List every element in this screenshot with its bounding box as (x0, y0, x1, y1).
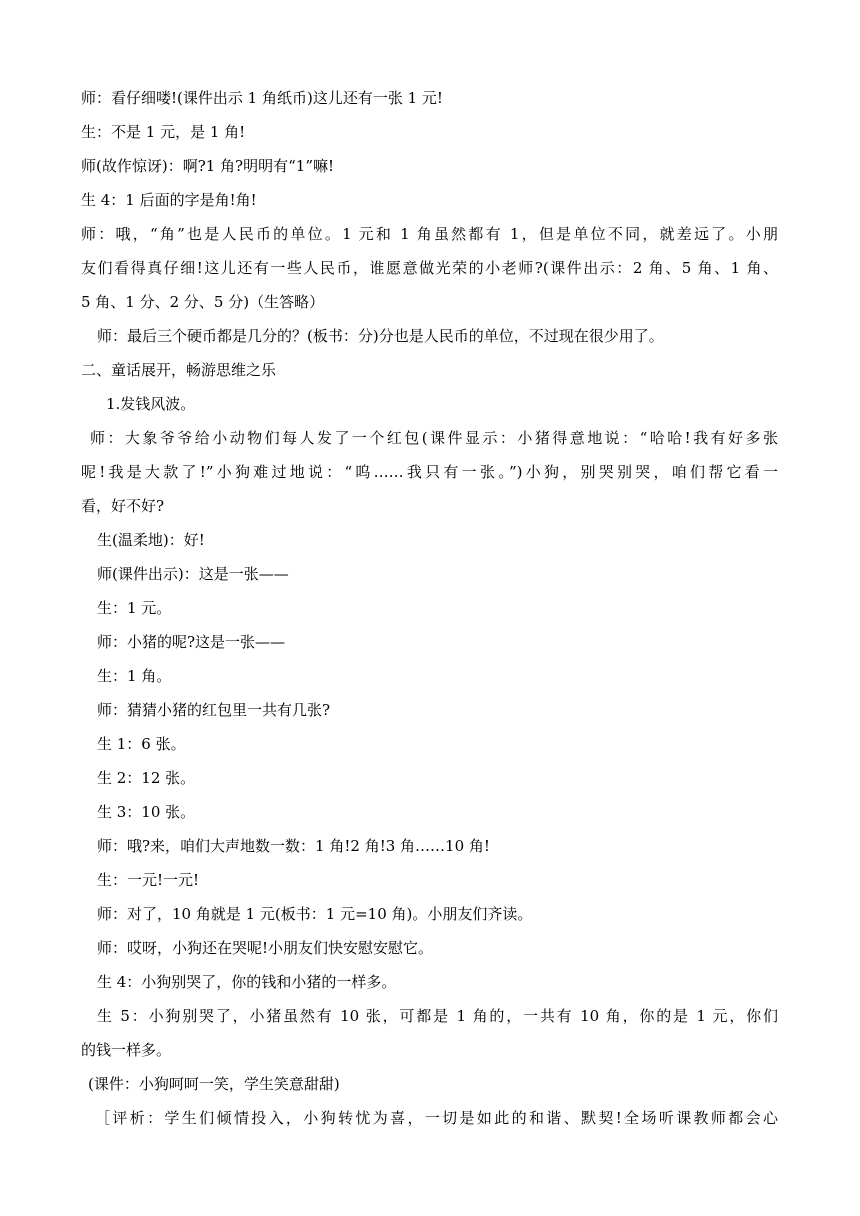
text-line-30: (课件：小狗呵呵一笑，学生笑意甜甜) (88, 1075, 340, 1093)
text-line-8: 师：最后三个硬币都是几分的？(板书：分)分也是人民币的单位，不过现在很少用了。 (97, 327, 664, 345)
subsection-heading: 1.发钱风波。 (106, 395, 196, 413)
text-line-19: 师：猜猜小猪的红包里一共有几张? (97, 701, 331, 719)
text-line-5: 师：哦，“角”也是人民币的单位。1 元和 1 角虽然都有 1，但是单位不同，就差远了。小朋 (81, 225, 778, 243)
text-line-21: 生 2：12 张。 (97, 769, 196, 787)
text-line-26: 师：哎呀，小狗还在哭呢!小朋友们快安慰安慰它。 (97, 939, 434, 957)
text-line-3: 师(故作惊讶)：啊?1 角?明明有“1”嘛! (81, 157, 335, 175)
text-line-20: 生 1：6 张。 (97, 735, 186, 753)
text-line-13: 看，好不好? (81, 497, 165, 515)
text-line-27: 生 4：小狗别哭了，你的钱和小猪的一样多。 (97, 973, 397, 991)
text-line-22: 生 3：10 张。 (97, 803, 196, 821)
text-line-7: 5 角、1 分、2 分、5 分)（生答略） (81, 293, 325, 311)
text-line-12: 呢!我是大款了!”小狗难过地说：“呜……我只有一张。”)小狗，别哭别哭，咱们帮它看一 (81, 463, 778, 481)
text-line-6: 友们看得真仔细!这儿还有一些人民币，谁愿意做光荣的小老师?(课件出示：2 角、5 角、1 角、 (81, 259, 778, 277)
text-line-1: 师：看仔细喽!(课件出示 1 角纸币)这儿还有一张 1 元! (81, 89, 443, 107)
text-line-31: ［评析：学生们倾情投入，小狗转忧为喜，一切是如此的和谐、默契!全场听课教师都会心 (95, 1109, 778, 1127)
text-line-18: 生：1 角。 (97, 667, 172, 685)
section-heading: 二、童话展开，畅游思维之乐 (81, 361, 277, 379)
text-line-24: 生：一元!一元! (97, 871, 200, 889)
text-line-29: 的钱一样多。 (81, 1041, 172, 1059)
text-line-23: 师：哦?来，咱们大声地数一数：1 角!2 角!3 角……10 角! (97, 837, 490, 855)
text-line-4: 生 4：1 后面的字是角!角! (81, 191, 257, 209)
text-line-25: 师：对了，10 角就是 1 元(板书：1 元=10 角)。小朋友们齐读。 (97, 905, 533, 923)
text-line-28: 生 5：小狗别哭了，小猪虽然有 10 张，可都是 1 角的，一共有 10 角，你的是 1 元，你们 (97, 1007, 778, 1025)
text-line-17: 师：小猪的呢?这是一张—— (97, 633, 286, 651)
text-line-14: 生(温柔地)：好! (97, 531, 205, 549)
text-line-11: 师：大象爷爷给小动物们每人发了一个红包(课件显示：小猪得意地说：“哈哈!我有好多张 (90, 429, 778, 447)
text-line-15: 师(课件出示)：这是一张—— (97, 565, 289, 583)
text-line-2: 生：不是 1 元，是 1 角! (81, 123, 246, 141)
text-line-16: 生：1 元。 (97, 599, 172, 617)
